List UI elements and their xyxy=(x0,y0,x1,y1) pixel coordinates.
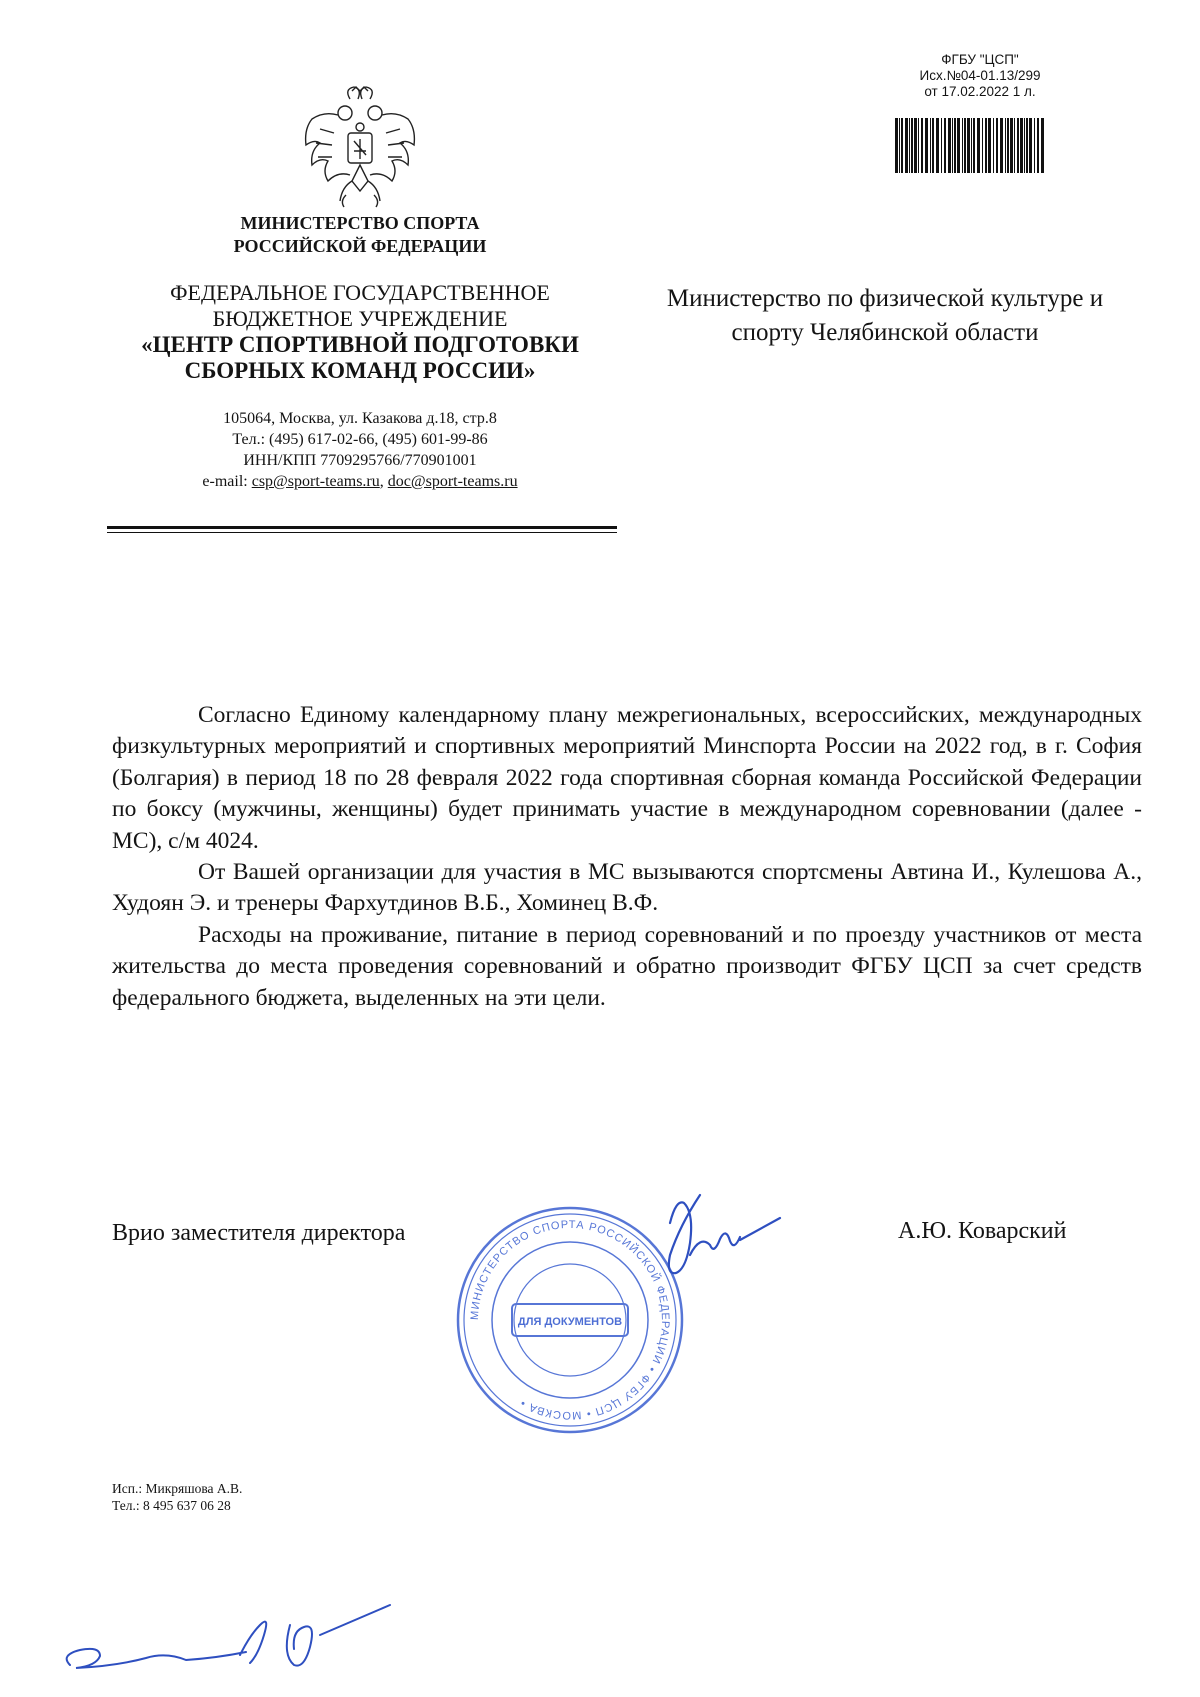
barcode-bar xyxy=(909,118,910,173)
letterhead-divider xyxy=(107,526,617,529)
barcode-bar xyxy=(1007,118,1009,173)
letterhead xyxy=(100,212,620,492)
barcode-bar xyxy=(1034,118,1035,173)
barcode-bar xyxy=(1010,118,1013,173)
paragraph: Расходы на проживание, питание в период соревнований и по проезду участников от места жительства до места проведения соревнований и обратно производит ФГБУ ЦСП за счет средств федерального бюджета, выделенных на эти цели. xyxy=(112,921,1142,1011)
email-line: e-mail: csp@sport-teams.ru, doc@sport-teams.ru xyxy=(202,473,518,490)
barcode-bar xyxy=(914,118,917,173)
addressee: Министерство по физической культуре и спорту Челябинской области xyxy=(666,285,1104,346)
seal-center-text: ДЛЯ ДОКУМЕНТОВ xyxy=(517,1316,623,1328)
barcode-bar xyxy=(1029,118,1032,173)
barcode-bar xyxy=(948,118,951,173)
barcode-bar xyxy=(911,118,913,173)
executor-phone: Тел.: 8 495 637 06 28 xyxy=(112,1498,231,1513)
email-link-doc[interactable]: doc@sport-teams.ru xyxy=(387,473,518,490)
executor-name: Исп.: Микряшова А.В. xyxy=(112,1481,243,1496)
barcode xyxy=(895,118,1045,173)
phone: Тел.: (495) 617-02-66, (495) 601-99-86 xyxy=(232,431,488,448)
barcode-bar xyxy=(993,118,994,173)
barcode-bar xyxy=(1014,118,1015,173)
barcode-bar xyxy=(941,118,942,173)
signatory-title: Врио заместителя директора xyxy=(112,1220,406,1246)
ministry-name: МИНИСТЕРСТВО СПОРТА РОССИЙСКОЙ ФЕДЕРАЦИИ xyxy=(233,213,487,256)
barcode-bar xyxy=(944,118,946,173)
address: 105064, Москва, ул. Казакова д.18, стр.8 xyxy=(223,410,497,427)
registration-number: Исх.№04-01.13/299 xyxy=(919,68,1041,83)
letter-body xyxy=(112,700,1142,1014)
barcode-bar xyxy=(1020,118,1023,173)
barcode-bar xyxy=(996,118,998,173)
barcode-bar xyxy=(1037,118,1039,173)
barcode-bar xyxy=(957,118,960,173)
paragraph: От Вашей организации для участия в МС вызываются спортсмены Автина И., Кулешова А., Худоян Э. и тренеры Фархутдинов В.Б., Хоминец В.Ф. xyxy=(112,859,1142,917)
barcode-bar xyxy=(1026,118,1028,173)
barcode-bar xyxy=(1024,118,1025,173)
barcode-bar xyxy=(1005,118,1006,173)
barcode-bar xyxy=(1017,118,1019,173)
barcode-bar xyxy=(936,118,939,173)
barcode-bar xyxy=(982,118,983,173)
barcode-bar xyxy=(985,118,987,173)
barcode-bar xyxy=(930,118,931,173)
handwritten-signature xyxy=(640,1185,790,1305)
registration-date: от 17.02.2022 1 л. xyxy=(924,84,1036,99)
barcode-bar xyxy=(952,118,953,173)
barcode-bar xyxy=(967,118,970,173)
signatory-name: А.Ю. Коварский xyxy=(898,1218,1067,1244)
barcode-bar xyxy=(971,118,972,173)
initials-signature xyxy=(40,1595,420,1685)
seal-ring-text: МИНИСТЕРСТВО СПОРТА РОССИЙСКОЙ ФЕДЕРАЦИИ • ФГБУ ЦСП • МОСКВА • xyxy=(468,1218,672,1422)
barcode-bar xyxy=(899,118,900,173)
registration-stamp xyxy=(880,52,1080,100)
barcode-bar xyxy=(988,118,991,173)
barcode-bar xyxy=(973,118,975,173)
barcode-bar xyxy=(918,118,919,173)
organization-name: ФЕДЕРАЛЬНОЕ ГОСУДАРСТВЕННОЕ БЮДЖЕТНОЕ УЧРЕЖДЕНИЕ «ЦЕНТР СПОРТИВНОЙ ПОДГОТОВКИ СБОРНЫХ КОМАНД РОССИИ» xyxy=(141,280,579,383)
organization-contacts xyxy=(100,408,620,492)
barcode-bar xyxy=(962,118,963,173)
paragraph: Согласно Единому календарному плану межрегиональных, всероссийских, международных физкультурных мероприятий и спортивных мероприятий Минспорта России на 2022 год, в г. София (Болгария) в период 18 по 28 февраля 2022 года спортивная сборная команда Российской Федерации по боксу (мужчины, женщины) будет принимать участие в международном соревновании (далее - МС), с/м 4024. xyxy=(112,702,1142,854)
letterhead-divider-thin xyxy=(107,532,617,533)
barcode-bar xyxy=(905,118,908,173)
barcode-bar xyxy=(895,118,898,173)
registration-org: ФГБУ "ЦСП" xyxy=(941,52,1019,67)
barcode-bar xyxy=(1041,118,1044,173)
barcode-bar xyxy=(901,118,903,173)
barcode-bar xyxy=(964,118,966,173)
barcode-bar xyxy=(1000,118,1003,173)
double-headed-eagle-emblem-icon xyxy=(300,85,420,210)
barcode-bar xyxy=(925,118,928,173)
executor-info xyxy=(112,1480,242,1514)
barcode-bar xyxy=(932,118,934,173)
email-link-csp[interactable]: csp@sport-teams.ru xyxy=(251,473,380,490)
inn-kpp: ИНН/КПП 7709295766/770901001 xyxy=(243,452,477,469)
barcode-bar xyxy=(954,118,956,173)
barcode-bar xyxy=(977,118,980,173)
barcode-bar xyxy=(921,118,923,173)
